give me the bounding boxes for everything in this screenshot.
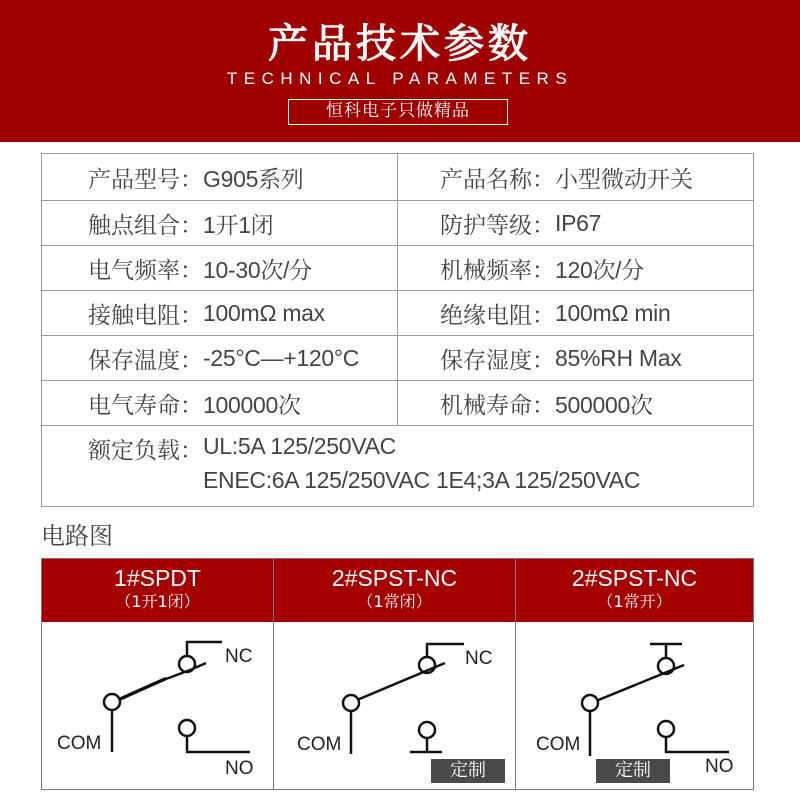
rated-load-ul: UL:5A 125/250VAC bbox=[203, 433, 396, 459]
spec-label: 产品名称： bbox=[440, 166, 555, 193]
spec-value: 120次/分 bbox=[555, 256, 644, 283]
spec-cell-mechanical-frequency bbox=[398, 246, 753, 290]
spec-label: 机械寿命： bbox=[440, 392, 555, 419]
spec-value: 小型微动开关 bbox=[555, 166, 693, 193]
rated-load-enec: ENEC:6A 125/250VAC 1E4;3A 125/250VAC bbox=[203, 467, 641, 493]
spec-cell-contact-resistance bbox=[42, 291, 398, 335]
spec-cell-mechanical-life bbox=[398, 381, 753, 425]
spec-row bbox=[42, 201, 753, 246]
label-nc: NC bbox=[225, 646, 253, 667]
label-no: NO bbox=[225, 758, 254, 779]
brand-tagline: 恒科电子只做精品 bbox=[288, 99, 508, 125]
spec-label: 额定负载： bbox=[88, 438, 203, 464]
spec-value: IP67 bbox=[555, 209, 602, 236]
label-com: COM bbox=[536, 734, 581, 755]
spec-value: 85%RH Max bbox=[555, 344, 682, 371]
label-com: COM bbox=[57, 733, 102, 754]
spec-cell-electrical-frequency bbox=[42, 246, 398, 290]
spec-value: 100mΩ max bbox=[203, 299, 325, 326]
circuit-sub: （1常闭） bbox=[357, 592, 432, 611]
spec-value: 100mΩ min bbox=[555, 299, 671, 326]
rated-load-values bbox=[203, 429, 640, 497]
spec-label: 触点组合： bbox=[88, 212, 203, 239]
spec-cell-storage-humidity bbox=[398, 336, 753, 380]
circuit-header bbox=[42, 559, 273, 622]
spec-cell-protection bbox=[398, 201, 753, 245]
page-subtitle: TECHNICAL PARAMETERS bbox=[226, 69, 574, 88]
spec-label: 绝缘电阻： bbox=[440, 302, 555, 329]
spec-value: -25°C—+120°C bbox=[203, 344, 360, 371]
spec-label: 产品型号： bbox=[88, 166, 203, 193]
spec-label: 接触电阻： bbox=[88, 302, 203, 329]
spec-row bbox=[42, 154, 753, 201]
custom-badge: 定制 bbox=[431, 759, 505, 783]
spec-row bbox=[42, 246, 753, 291]
circuit-col-spst-nc bbox=[274, 559, 516, 789]
circuit-col-spdt bbox=[42, 559, 274, 789]
spec-row bbox=[42, 381, 753, 426]
spec-label: 电气寿命： bbox=[88, 392, 203, 419]
spec-cell-insulation-resistance bbox=[398, 291, 753, 335]
spst-no-diagram bbox=[516, 622, 753, 790]
label-no: NO bbox=[705, 756, 734, 777]
circuit-table bbox=[41, 558, 754, 790]
circuit-header bbox=[274, 559, 515, 622]
header-banner bbox=[0, 0, 800, 142]
spec-cell-storage-temp bbox=[42, 336, 398, 380]
spec-cell-contact-combo bbox=[42, 201, 398, 245]
label-nc: NC bbox=[465, 648, 493, 669]
circuit-name: 2#SPST-NC bbox=[331, 565, 458, 591]
spec-table bbox=[41, 153, 754, 507]
circuit-name: 1#SPDT bbox=[114, 565, 201, 591]
page-title: 产品技术参数 bbox=[268, 21, 532, 67]
circuit-sub: （1开1闭） bbox=[115, 592, 200, 611]
spec-label: 防护等级： bbox=[440, 212, 555, 239]
spdt-diagram bbox=[42, 622, 273, 790]
spec-value: 10-30次/分 bbox=[203, 256, 312, 283]
spec-row bbox=[42, 291, 753, 336]
spst-nc-diagram bbox=[274, 622, 515, 790]
spec-value: 500000次 bbox=[555, 391, 653, 418]
spec-cell-model bbox=[42, 154, 398, 200]
spec-cell-product-name bbox=[398, 154, 753, 200]
spec-cell-rated-load bbox=[42, 426, 640, 506]
label-com: COM bbox=[297, 734, 342, 755]
spec-row-rated-load bbox=[42, 426, 753, 506]
spec-label: 保存温度： bbox=[88, 347, 203, 374]
circuit-col-spst-no bbox=[516, 559, 753, 789]
circuit-header bbox=[516, 559, 753, 622]
circuit-section-title: 电路图 bbox=[41, 522, 113, 550]
spec-label: 电气频率： bbox=[88, 257, 203, 284]
circuit-sub: （1常开） bbox=[597, 592, 672, 611]
spec-cell-electrical-life bbox=[42, 381, 398, 425]
spec-row bbox=[42, 336, 753, 381]
custom-badge: 定制 bbox=[596, 759, 670, 783]
spec-label: 机械频率： bbox=[440, 257, 555, 284]
spec-value: 1开1闭 bbox=[203, 211, 274, 238]
spec-value: 100000次 bbox=[203, 391, 301, 418]
spec-label: 保存湿度： bbox=[440, 347, 555, 374]
spec-value: G905系列 bbox=[203, 165, 304, 192]
circuit-name: 2#SPST-NC bbox=[571, 565, 698, 591]
